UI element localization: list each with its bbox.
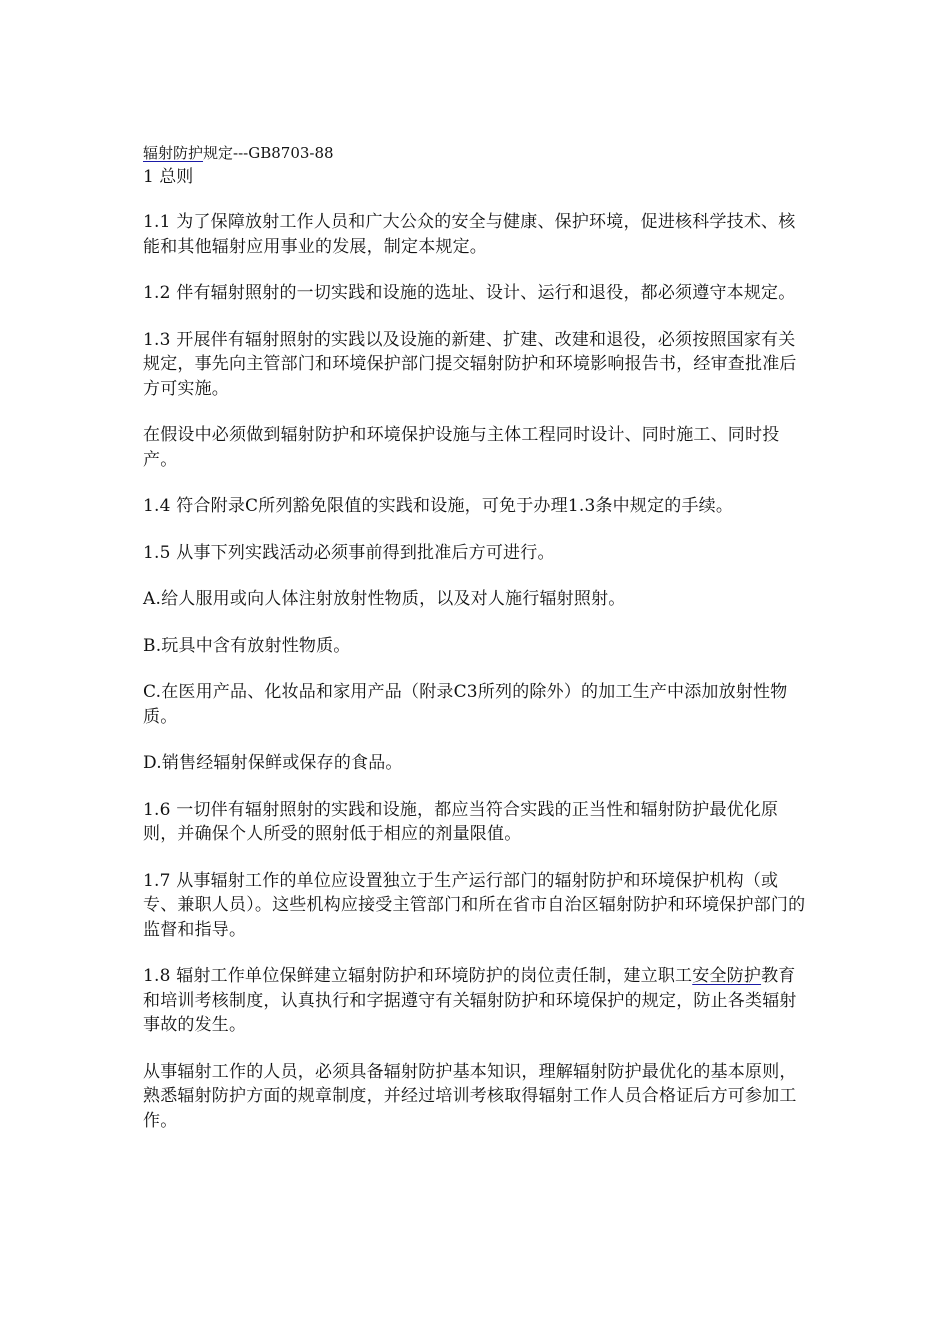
title-text: 规定---GB8703-88 [203,144,334,162]
paragraph-item-c: C.在医用产品、化妆品和家用产品（附录C3所列的除外）的加工生产中添加放射性物质。 [143,682,788,727]
paragraph-1-8-text-end: 教育和培训考核制度，认真执行和字据遵守有关辐射防护和环境保护的规定，防止各类辐射事故的发生。 [143,966,797,1035]
document-title [143,143,811,163]
paragraph-construction-note: 在假设中必须做到辐射防护和环境保护设施与主体工程同时设计、同时施工、同时投产。 [143,425,780,470]
paragraph-1-2: 1.2 伴有辐射照射的一切实践和设施的选址、设计、运行和退役，都必须遵守本规定。 [143,283,796,303]
paragraph-item-a: A.给人服用或向人体注射放射性物质，以及对人施行辐射照射。 [143,589,626,609]
paragraph-1-5: 1.5 从事下列实践活动必须事前得到批准后方可进行。 [143,542,555,563]
paragraph-1-4: 1.4 符合附录C所列豁免限值的实践和设施，可免于办理1.3条中规定的手续。 [143,496,734,516]
document-page [143,143,811,1133]
paragraph-1-7: 1.7 从事辐射工作的单位应设置独立于生产运行部门的辐射防护和环境保护机构（或专、兼职人员）。这些机构应接受主管部门和所在省市自治区辐射防护和环境保护部门的监督和指导。 [143,870,806,940]
section-heading: 1 总则 [143,167,194,187]
paragraph-1-8 [143,964,811,1038]
title-link[interactable]: 辐射防护 [143,144,204,162]
safety-protection-link[interactable]: 安全防护 [692,966,762,986]
paragraph-personnel-requirements: 从事辐射工作的人员，必须具备辐射防护基本知识，理解辐射防护最优化的基本原则，熟悉辐射防护方面的规章制度，并经过培训考核取得辐射工作人员合格证后方可参加工作。 [143,1061,797,1131]
paragraph-1-3: 1.3 开展伴有辐射照射的实践以及设施的新建、扩建、改建和退役，必须按照国家有关规定，事先向主管部门和环境保护部门提交辐射防护和环境影响报告书，经审查批准后方可实施。 [143,329,797,399]
paragraph-1-1: 1.1 为了保障放射工作人员和广大公众的安全与健康、保护环境，促进核科学技术、核能和其他辐射应用事业的发展，制定本规定。 [143,212,796,257]
paragraph-1-6: 1.6 一切伴有辐射照射的实践和设施，都应当符合实践的正当性和辐射防护最优化原则，并确保个人所受的照射低于相应的剂量限值。 [143,799,779,844]
paragraph-item-d: D.销售经辐射保鲜或保存的食品。 [143,753,403,773]
paragraph-item-b: B.玩具中含有放射性物质。 [143,635,351,656]
paragraph-1-8-text-start: 1.8 辐射工作单位保鲜建立辐射防护和环境防护的岗位责任制，建立职工 [143,966,693,986]
